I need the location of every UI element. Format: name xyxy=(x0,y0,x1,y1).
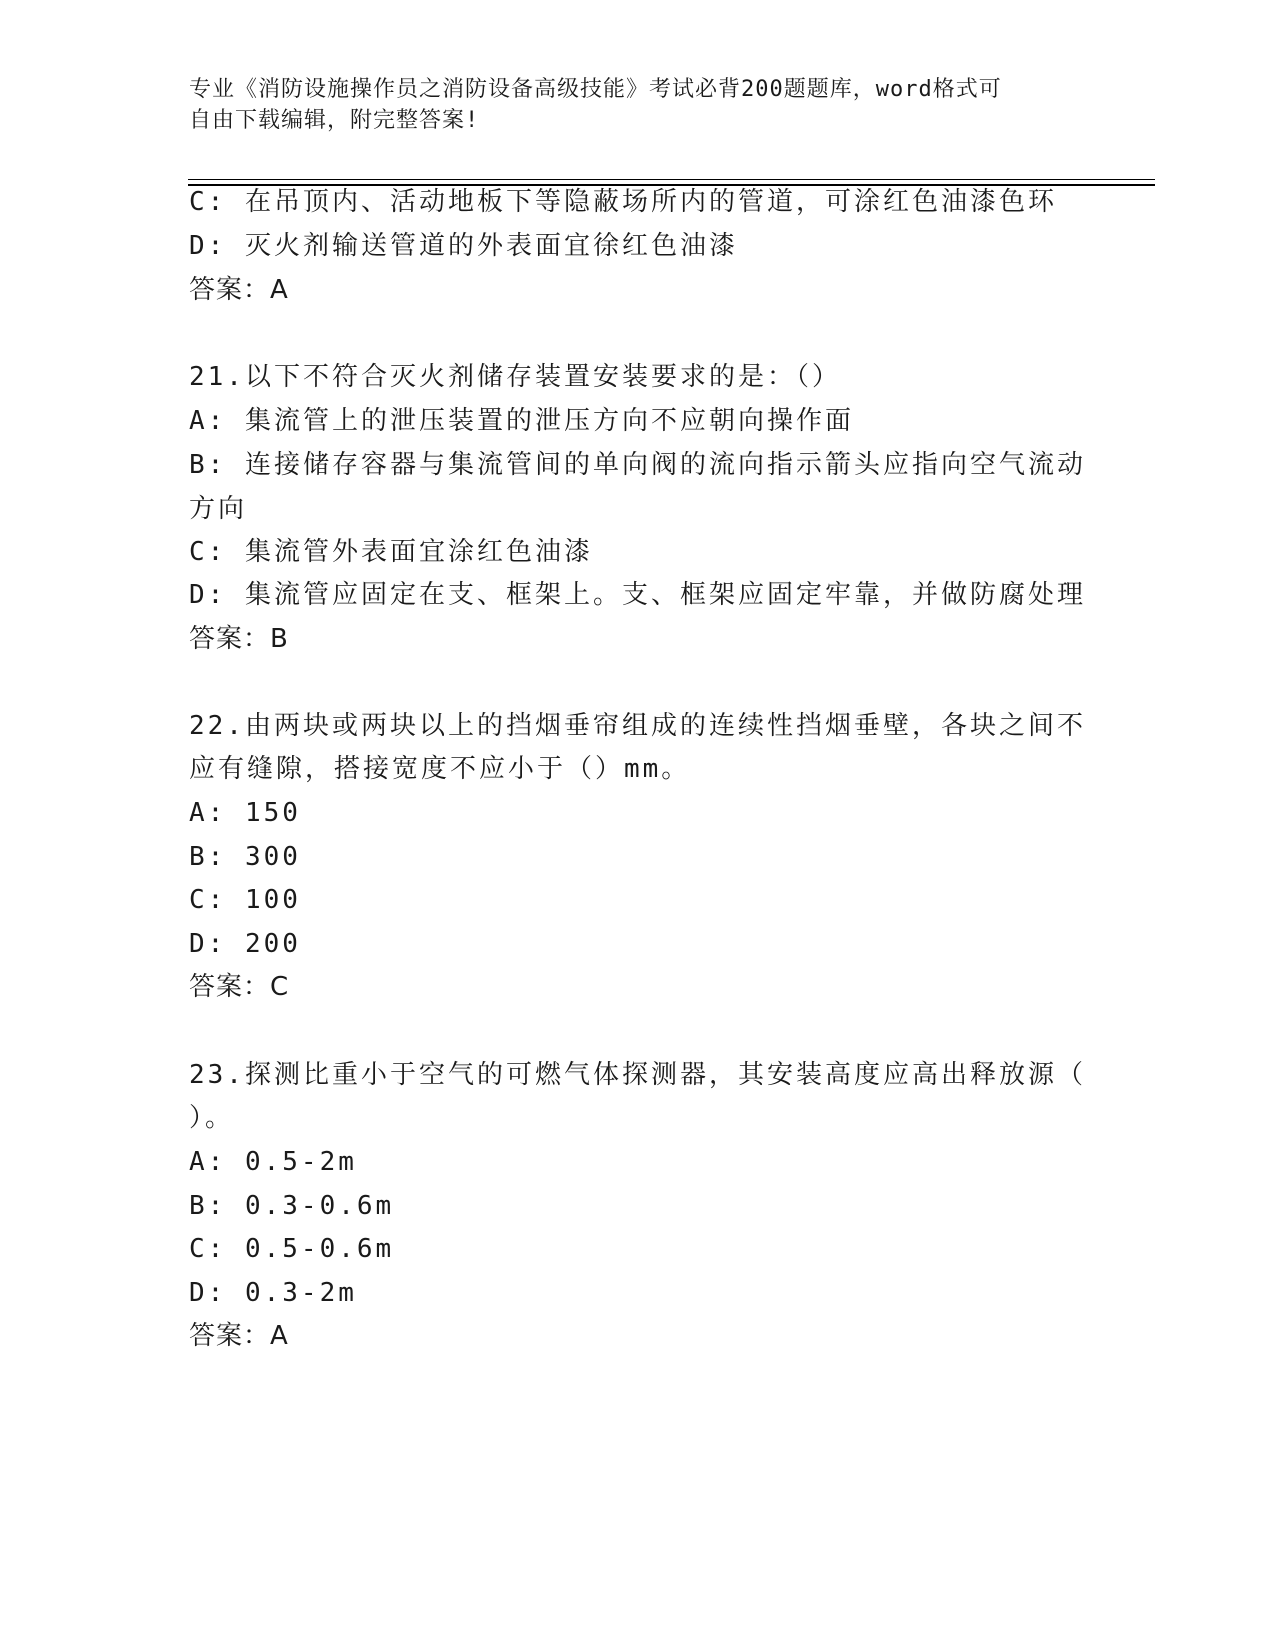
q22-stem-line-1: 22.由两块或两块以上的挡烟垂帘组成的连续性挡烟垂壁，各块之间不 xyxy=(189,711,1086,741)
q22-option-a: A: 150 xyxy=(189,798,301,828)
q21-option-a: A: 集流管上的泄压装置的泄压方向不应朝向操作面 xyxy=(189,406,854,436)
header-divider-thin xyxy=(188,179,1155,180)
q23-option-c: C: 0.5-0.6m xyxy=(189,1234,395,1264)
q21-option-d: D: 集流管应固定在支、框架上。支、框架应固定牢靠，并做防腐处理 xyxy=(189,580,1086,610)
q22-answer: 答案：C xyxy=(189,972,290,1002)
prev-answer: 答案：A xyxy=(189,275,289,305)
q21-option-b-line-1: B: 连接储存容器与集流管间的单向阀的流向指示箭头应指向空气流动 xyxy=(189,450,1086,480)
header-title-line-1: 专业《消防设施操作员之消防设备高级技能》考试必背200题题库，word格式可 xyxy=(189,77,1002,102)
q22-option-d: D: 200 xyxy=(189,929,301,959)
q21-option-c: C: 集流管外表面宜涂红色油漆 xyxy=(189,537,593,567)
prev-option-d: D: 灭火剂输送管道的外表面宜徐红色油漆 xyxy=(189,231,738,261)
prev-option-c: C: 在吊顶内、活动地板下等隐蔽场所内的管道，可涂红色油漆色环 xyxy=(189,187,1057,217)
q21-answer: 答案：B xyxy=(189,624,289,654)
q21-stem: 21.以下不符合灭火剂储存装置安装要求的是：（） xyxy=(189,362,841,392)
q21-option-b-line-2: 方向 xyxy=(189,494,248,524)
document-header xyxy=(189,74,1089,136)
q23-stem-line-1: 23.探测比重小于空气的可燃气体探测器，其安装高度应高出释放源（ xyxy=(189,1060,1086,1090)
header-title-line-2: 自由下载编辑，附完整答案! xyxy=(189,108,480,133)
q22-option-b: B: 300 xyxy=(189,842,301,872)
q22-stem-line-2: 应有缝隙，搭接宽度不应小于（）mm。 xyxy=(189,754,691,784)
q22-option-c: C: 100 xyxy=(189,885,301,915)
q23-option-d: D: 0.3-2m xyxy=(189,1278,357,1308)
q23-answer: 答案：A xyxy=(189,1321,289,1351)
q23-option-a: A: 0.5-2m xyxy=(189,1147,357,1177)
q23-stem-line-2: ）。 xyxy=(189,1103,235,1133)
q23-option-b: B: 0.3-0.6m xyxy=(189,1191,395,1221)
